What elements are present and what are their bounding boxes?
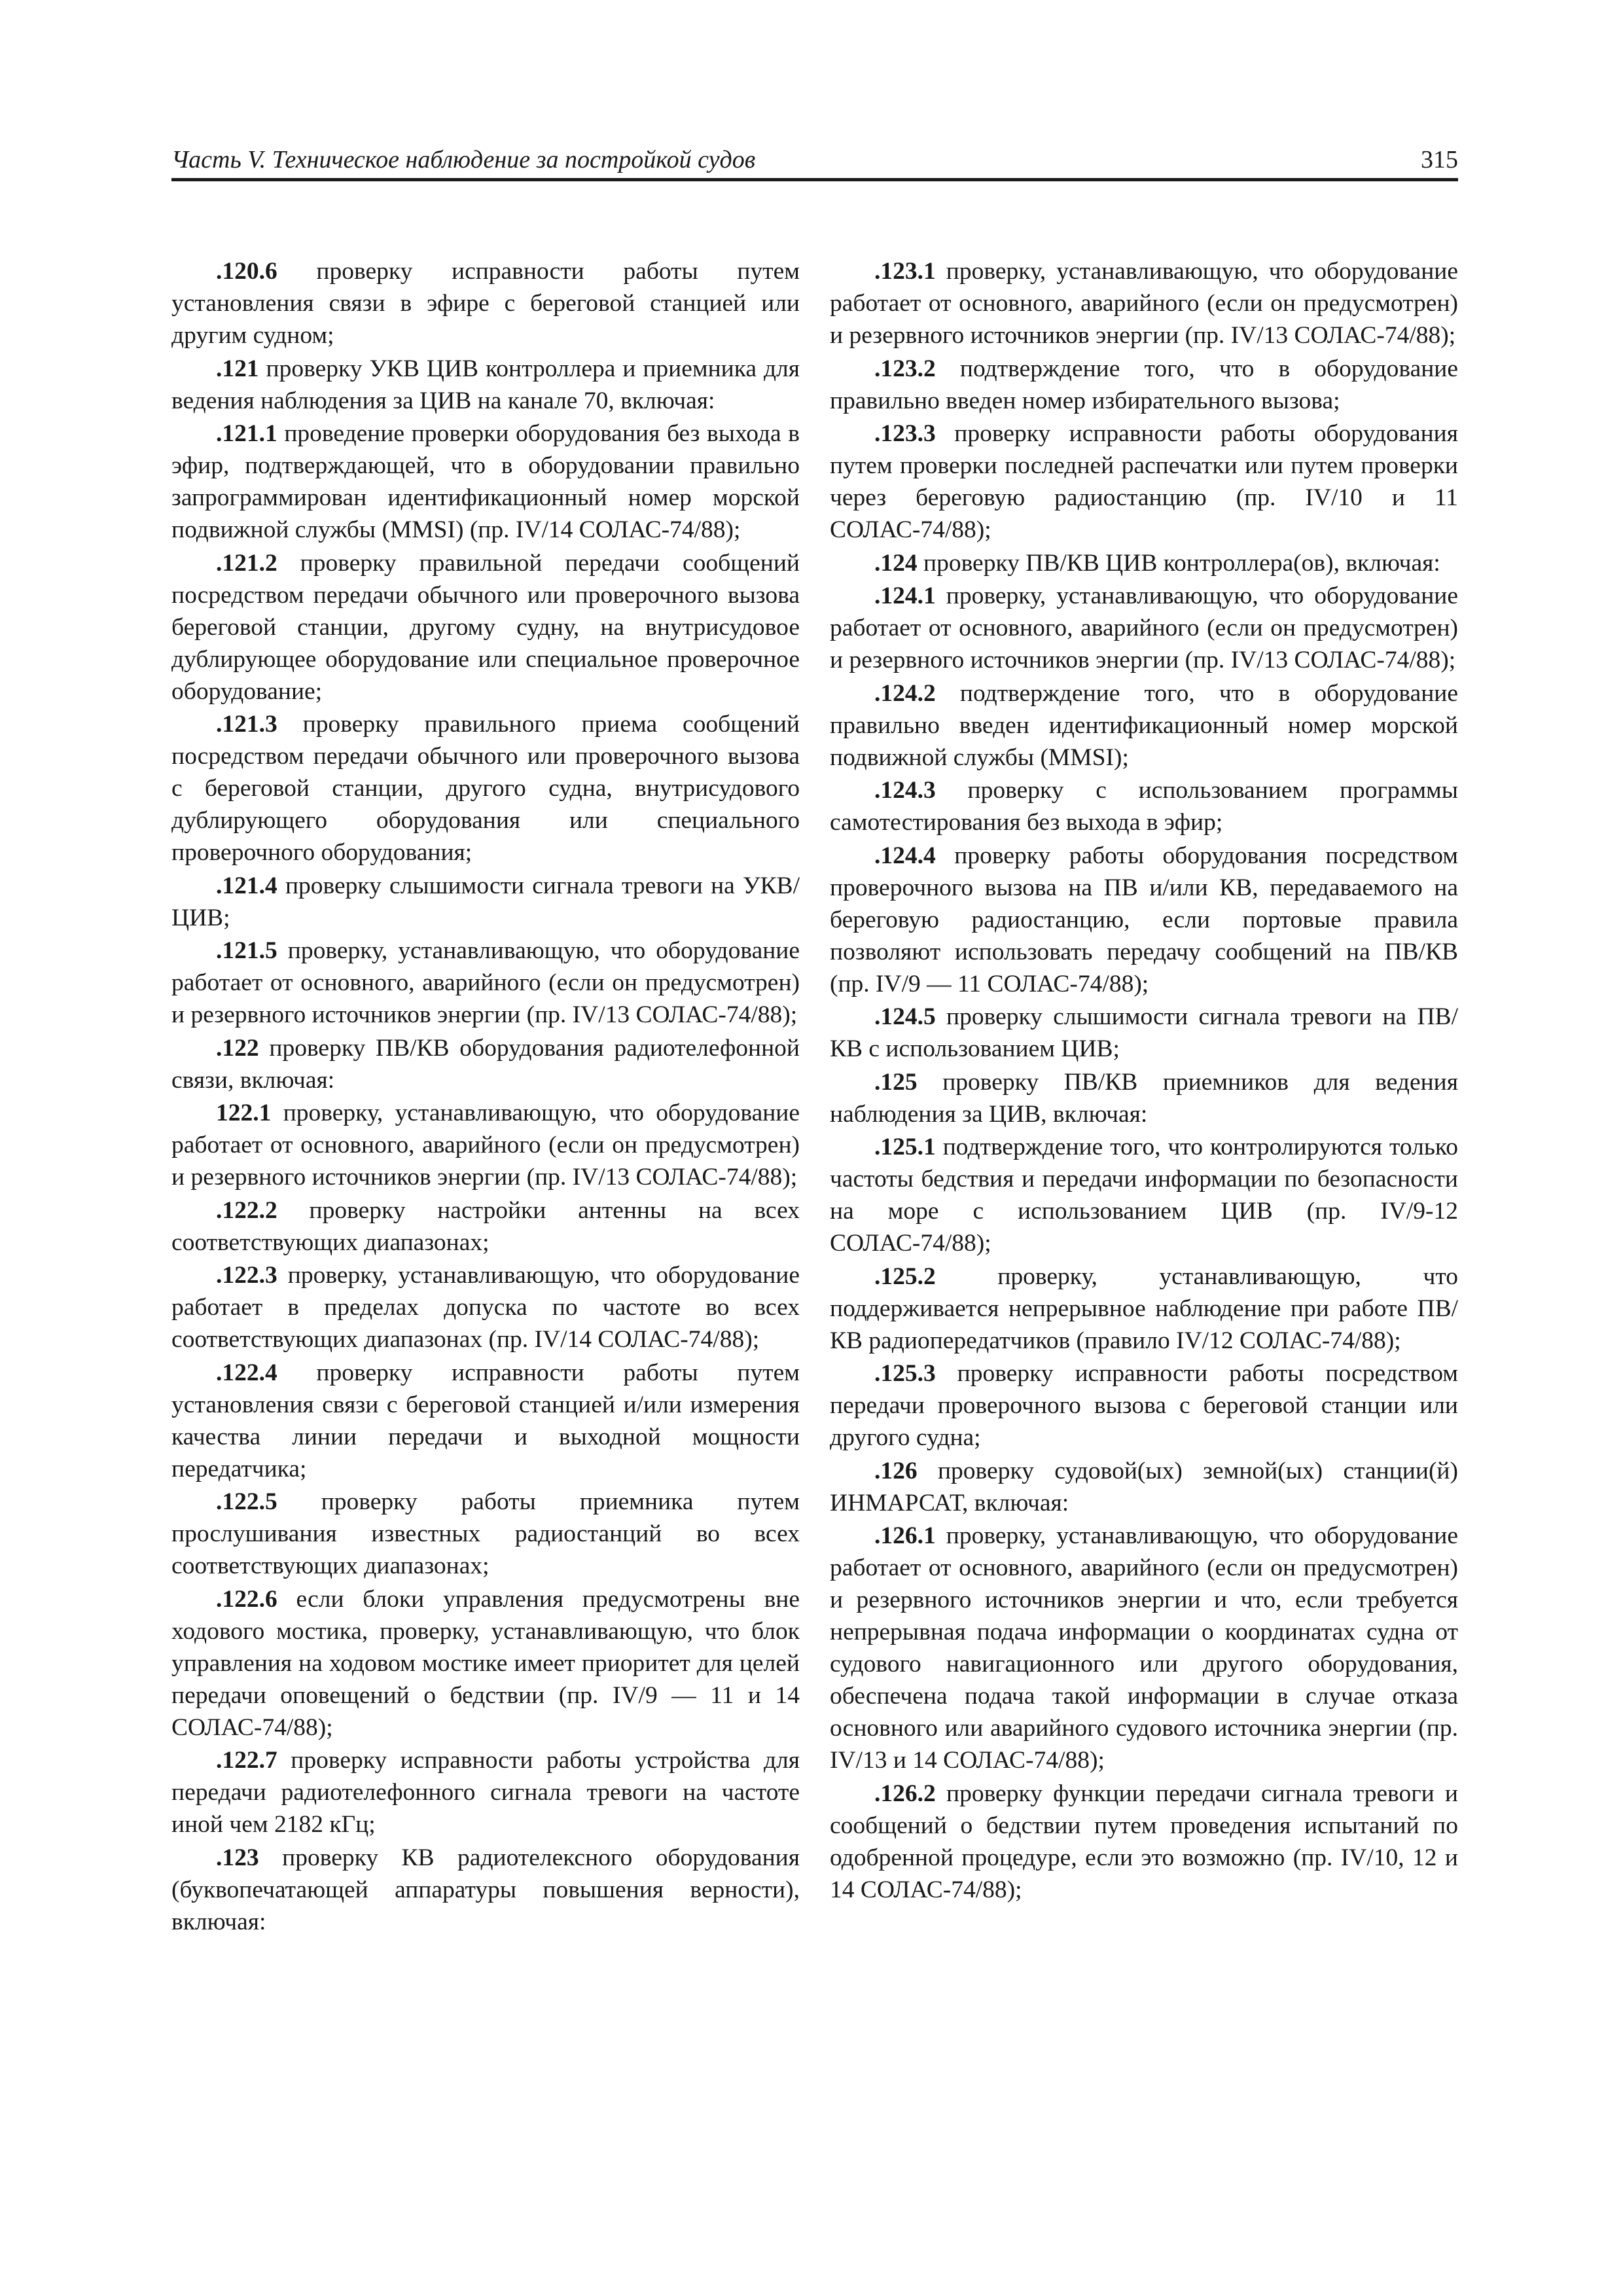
page-number: 315 [1421,146,1458,173]
clause-text: проверку, устанавливающую, что оборудование работает от основного, аварийного (если он предусмотрен) и резервного источников энергии (пр. IV/13 СОЛАС-74/88); [171,1100,800,1191]
clause-paragraph [171,1194,800,1259]
clause-paragraph [171,1097,800,1193]
clause-text: проверку настройки антенны на всех соответствующих диапазонах; [171,1196,800,1256]
clause-paragraph [171,1583,800,1744]
clause-number: .125.3 [874,1360,936,1387]
clause-number: .125.1 [874,1134,936,1160]
clause-number: 122.1 [216,1100,272,1126]
clause-paragraph [830,418,1458,546]
clause-text: проверку с использованием программы самотестирования без выхода в эфир; [830,777,1458,836]
clause-paragraph [171,1486,800,1582]
clause-number: .124 [874,549,918,577]
clause-paragraph [830,580,1458,676]
clause-number: .120.6 [216,258,277,285]
clause-text: проверку исправности работы посредством передачи проверочного вызова с береговой станции или другого судна; [830,1360,1458,1451]
clause-paragraph [171,1032,800,1096]
clause-number: .123.2 [874,355,936,382]
clause-number: .122.6 [216,1585,277,1613]
clause-number: .121 [216,355,259,382]
clause-paragraph [830,1357,1458,1454]
clause-number: .126.1 [874,1522,936,1549]
clause-text: проверку исправности работы оборудования путем проверки последней распечатки или путем проверки через береговую радиостанцию (пр. IV/10 и 11 СОЛАС-74/88); [830,420,1458,543]
clause-text: проверку ПВ/КВ оборудования радиотелефонной связи, включая: [171,1034,800,1094]
clause-paragraph [171,1259,800,1355]
clause-text: проверку КВ радиотелексного оборудования (буквопечатающей аппаратуры повышения верности), включая: [171,1844,800,1935]
clause-paragraph [830,840,1458,1000]
clause-paragraph [171,547,800,708]
clause-paragraph [171,1842,800,1938]
header-rule [171,178,1458,181]
clause-number: .121.3 [216,711,277,738]
clause-paragraph [830,1066,1458,1130]
left-column [171,255,800,1939]
clause-text: проверку ПВ/КВ ЦИВ контроллера(ов), включая: [917,549,1440,577]
clause-number: .121.4 [216,872,277,899]
running-header [171,145,1458,178]
clause-number: .122.5 [216,1488,277,1515]
clause-number: .121.5 [216,937,277,964]
clause-text: подтверждение того, что в оборудование правильно введен номер избирательного вызова; [830,355,1458,414]
clause-number: .123.3 [874,420,936,447]
clause-number: .122 [216,1034,259,1062]
clause-text: проверку, устанавливающую, что оборудование работает в пределах допуска по частоте во всех соответствующих диапазонах (пр. IV/14 СОЛАС-74/88); [171,1262,800,1353]
clause-number: .125 [874,1068,918,1096]
clause-text: проведение проверки оборудования без выхода в эфир, подтверждающей, что в оборудовании правильно запрограммирован идентификационный номер морской подвижной службы (MMSI) (пр. IV/14 СОЛАС-74/88); [171,420,800,543]
clause-paragraph [171,1744,800,1840]
clause-number: .125.2 [874,1263,936,1290]
clause-text: подтверждение того, что в оборудование правильно введен идентификационный номер морской подвижной службы (MMSI); [830,679,1458,771]
clause-number: .126 [874,1457,918,1484]
clause-paragraph [171,255,800,351]
clause-number: .124.2 [874,679,936,707]
clause-paragraph [830,1131,1458,1259]
clause-number: .124.1 [874,583,936,609]
clause-number: .121.2 [216,549,277,577]
clause-number: .124.5 [874,1003,936,1030]
clause-paragraph [830,1455,1458,1519]
header-title: Часть V. Техническое наблюдение за постройкой судов [171,146,756,173]
clause-number: .122.7 [216,1747,277,1774]
clause-text: проверку слышимости сигнала тревоги на ПВ/КВ с использованием ЦИВ; [830,1003,1458,1062]
clause-number: .123.1 [874,258,936,285]
clause-paragraph [830,774,1458,838]
clause-text: подтверждение того, что контролируются только частоты бедствия и передачи информации по безопасности на море с использованием ЦИВ (пр. IV/9-12 СОЛАС-74/88); [830,1134,1458,1257]
clause-text: проверку УКВ ЦИВ контроллера и приемника для ведения наблюдения за ЦИВ на канале 70, включая: [171,355,800,414]
clause-text: проверку, устанавливающую, что оборудование работает от основного, аварийного (если он предусмотрен) и резервного источников энергии и что, если требуется непрерывная подача информации о координатах судна от судового навигационного или другого оборудования, обеспечена подача такой информации в случае отказа основного или аварийного судового источника энергии (пр. IV/13 и 14 СОЛАС-74/88); [830,1522,1458,1774]
clause-text: проверку исправности работы путем установления связи с береговой станцией и/или измерения качества линии передачи и выходной мощности передатчика; [171,1359,800,1482]
clause-text: проверку работы приемника путем прослушивания известных радиостанций во всех соответствующих диапазонах; [171,1488,800,1579]
clause-paragraph [171,935,800,1031]
clause-paragraph [830,255,1458,351]
clause-text: проверку слышимости сигнала тревоги на УКВ/ЦИВ; [171,872,800,931]
clause-text: проверку, устанавливающую, что оборудование работает от основного, аварийного (если он предусмотрен) и резервного источников энергии (пр. IV/13 СОЛАС-74/88); [830,583,1458,673]
right-column [830,255,1458,1907]
clause-paragraph [830,1778,1458,1906]
clause-text: проверку, устанавливающую, что оборудование работает от основного, аварийного (если он предусмотрен) и резервного источников энергии (пр. IV/13 СОЛАС-74/88); [830,258,1458,349]
clause-text: проверку функции передачи сигнала тревоги и сообщений о бедствии путем проведения испытаний по одобренной процедуре, если это возможно (пр. IV/10, 12 и 14 СОЛАС-74/88); [830,1780,1458,1903]
clause-text: проверку, устанавливающую, что оборудование работает от основного, аварийного (если он предусмотрен) и резервного источников энергии (пр. IV/13 СОЛАС-74/88); [171,937,800,1028]
clause-paragraph [830,353,1458,417]
clause-paragraph [830,1001,1458,1065]
clause-paragraph [171,708,800,869]
clause-paragraph [171,353,800,417]
clause-number: .122.2 [216,1196,277,1224]
clause-text: если блоки управления предусмотрены вне ходового мостика, проверку, устанавливающую, что блок управления на ходовом мостике имеет приоритет для целей передачи оповещений о бедствии (пр. IV/9 — 11 и 14 СОЛАС-74/88); [171,1585,800,1741]
clause-number: .122.4 [216,1359,277,1386]
clause-number: .124.3 [874,777,936,804]
clause-text: проверку исправности работы путем установления связи в эфире с береговой станцией или другим судном; [171,258,800,349]
clause-text: проверку исправности работы устройства для передачи радиотелефонного сигнала тревоги на частоте иной чем 2182 кГц; [171,1747,800,1838]
clause-number: .126.2 [874,1780,936,1807]
clause-text: проверку правильной передачи сообщений посредством передачи обычного или проверочного вызова береговой станции, другому судну, на внутрисудовое дублирующее оборудование или специальное проверочное оборудование; [171,549,800,705]
clause-text: проверку работы оборудования посредством проверочного вызова на ПВ и/или КВ, передаваемого на береговую радиостанцию, если портовые правила позволяют использовать передачу сообщений на ПВ/КВ (пр. IV/9 — 11 СОЛАС-74/88); [830,842,1458,997]
clause-paragraph [830,547,1458,579]
clause-paragraph [171,1357,800,1485]
clause-paragraph [171,418,800,546]
clause-paragraph [830,1520,1458,1776]
clause-number: .121.1 [216,420,277,447]
clause-text: проверку, устанавливающую, что поддерживается непрерывное наблюдение при работе ПВ/КВ радиопередатчиков (правило IV/12 СОЛАС-74/88); [830,1263,1458,1354]
clause-text: проверку судовой(ых) земной(ых) станции(й) ИНМАРСАТ, включая: [830,1457,1458,1516]
clause-number: .123 [216,1844,259,1871]
clause-paragraph [171,870,800,934]
clause-text: проверку ПВ/КВ приемников для ведения наблюдения за ЦИВ, включая: [830,1068,1458,1128]
clause-text: проверку правильного приема сообщений посредством передачи обычного или проверочного вызова с береговой станции, другого судна, внутрисудового дублирующего оборудования или специального проверочного оборудования; [171,711,800,866]
clause-number: .124.4 [874,842,936,869]
clause-paragraph [830,1261,1458,1357]
clause-paragraph [830,677,1458,774]
clause-number: .122.3 [216,1262,277,1289]
